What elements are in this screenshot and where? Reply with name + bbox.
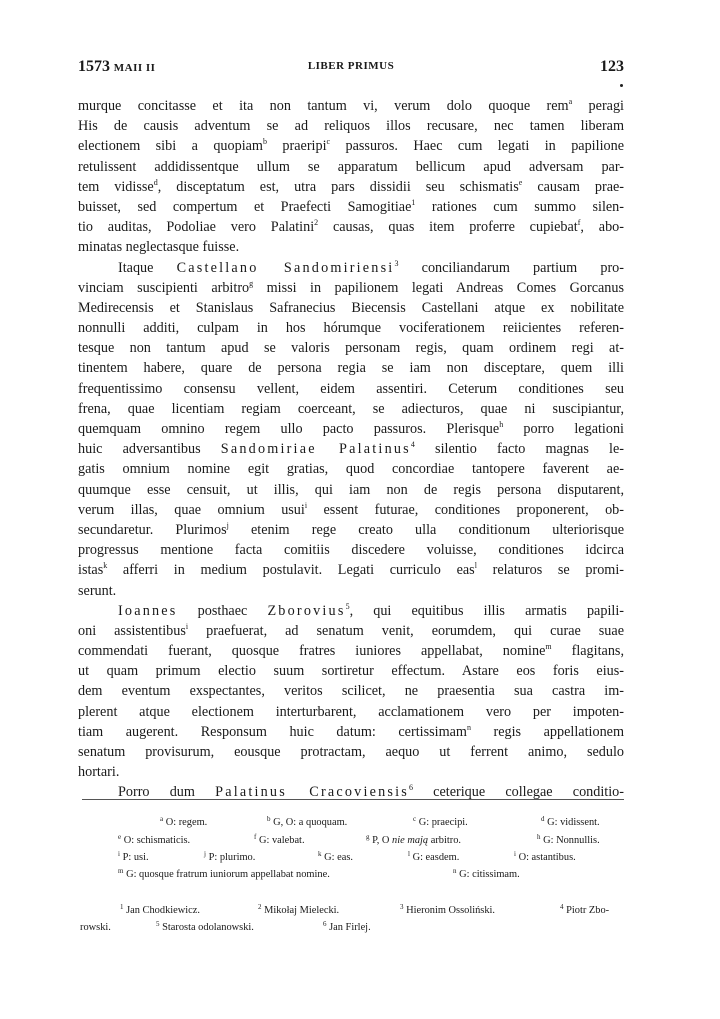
variant-note: $^e$ O: schismaticis. (118, 833, 191, 846)
text-line: istas$^k$ afferri in medium postulavit. Legati curriculo eas$^l$ relaturos se promi- (78, 561, 624, 579)
header-year: 1573 (78, 58, 110, 75)
page-number: 123 (600, 58, 624, 75)
variant-note: $^j$ P: plurimo. (204, 850, 256, 863)
text-line: plerent atque electionem interturbarent, acclamationem vero per impoten- (78, 703, 624, 720)
text-line: nonnulli additi, culpam in hos hórumque vociferationem reiicientes referen- (78, 320, 624, 337)
text-line: frena, quae licentiam regiam coerceant, se adiecturos, quae ni suscipiantur, (78, 400, 624, 417)
text-line: senatum provisurum, eousque protractam, aequo ut ferrent animo, sedulo (78, 744, 624, 760)
margin-dot (620, 84, 623, 87)
header-title: LIBER PRIMUS (307, 60, 395, 72)
text-line: ut quam primum electio suum sortiretur effectum. Astare eos foris eius- (78, 663, 624, 680)
variant-note: $^c$ G: praecipi. (413, 815, 468, 828)
text-line: minatas neglectasque fuisse. (78, 239, 240, 256)
person-note: $^2$ Mikołaj Mielecki. (258, 903, 340, 916)
variant-note: $^m$ G: quosque fratrum iuniorum appellabat nomine. (118, 867, 330, 880)
text-line: vinciam suscipienti arbitro$^g$ missi in papilionem legati Andreas Comes Gorcanus (78, 278, 625, 296)
text-line: frequentissimo consensu vellent, eidem assentiri. Ceterum conditiones seu (78, 380, 624, 397)
text-line: murque concitasse et ita non tantum vi, verum dolo quoque rem$^a$ peragi (78, 97, 625, 114)
text-line: serunt. (78, 582, 117, 599)
variant-note: $^a$ O: regem. (160, 815, 208, 828)
person-note: $^1$ Jan Chodkiewicz. (120, 903, 200, 916)
text-line: buisset, sed compertum et Praefecti Samogitiae$^1$ rationes cum summo silen- (78, 197, 624, 215)
text-line: tiam augerent. Responsum huic datum: certissimam$^n$ regis appellationem (78, 722, 624, 740)
text-line: commendati fuerant, quosque fratres iuniores appellabat, nomine$^m$ flagitans, (78, 642, 624, 660)
variant-note: $^d$ G: vidissent. (541, 815, 600, 828)
variant-note: $^f$ G: valebat. (254, 833, 305, 846)
text-line: tem vidisse$^d$, disceptatum est, utra pars dissidii seu schismatis$^e$ causam prae- (78, 177, 625, 195)
variant-note: $^i$ O: astantibus. (514, 850, 576, 863)
header-day: MAII II (113, 62, 156, 74)
person-note: $^4$ Piotr Zbo- (560, 903, 610, 916)
text-line: dem eventum exspectantes, veritos scilicet, ne praesentia sua castra im- (78, 683, 624, 700)
text-line: Itaque Castellano Sandomiriensi$^3$ conciliandarum partium pro- (118, 258, 625, 276)
text-line: hortari. (78, 764, 120, 781)
variant-note: $^i$ P: usi. (118, 850, 149, 863)
text-line: tio auditas, Podoliae vero Palatini$^2$ causas, quas item proferre cupiebat$^f$, abo- (78, 218, 624, 236)
text-line: tesque non tantum apud se valoris personam regis, quam ordinem regi at- (78, 340, 624, 357)
person-note-continued: rowski. (80, 922, 111, 933)
variant-note: $^g$ P, O nie mają arbitro. (366, 833, 462, 846)
variant-note: $^k$ G: eas. (318, 850, 353, 863)
text-line: quumque esse censuit, ut illis, qui iam non de regis persona disputarent, (78, 481, 624, 498)
text-line: tinentem habere, quare de persona regia se iam non disceptare, quem illi (78, 360, 624, 377)
text-line: retulissent addidissentque ullum se apparatum bellicum apud adversam par- (78, 158, 624, 175)
text-line: secundaretur. Plurimos$^j$ etenim rege creato ulla conditionum ulteriorisque (78, 520, 625, 538)
person-note: $^5$ Starosta odolanowski. (156, 920, 254, 933)
variant-note: $^n$ G: citissimam. (453, 867, 520, 880)
text-line: oni assistentibus$^i$ praefuerat, ad senatum venit, eorumdem, qui curae suae (78, 621, 624, 639)
variant-note: $^b$ G, O: a quoquam. (267, 815, 348, 828)
text-line: progressus mentione facta comitiis discedere voluisse, conditiones idcirca (78, 542, 624, 559)
variant-note: $^l$ G: easdem. (408, 850, 460, 863)
footnote-rule (82, 799, 624, 800)
text-line: verum illas, quae omnium usui$^i$ essent futurae, conditiones proponerent, ob- (78, 500, 624, 518)
text-line: huic adversantibus Sandomiriae Palatinus$^4$ silentio facto magnas le- (78, 440, 624, 458)
text-line: Ioannes posthaec Zborovius$^5$, qui equitibus illis armatis papili- (118, 601, 624, 619)
person-note: $^3$ Hieronim Ossoliński. (400, 903, 496, 916)
variant-note: $^h$ G: Nonnullis. (537, 833, 600, 846)
text-line: His de causis adventum se ad reliquos illos recusare, nec tamen liberam (78, 118, 624, 135)
text-line: gatis omnium nomine egit gratias, quod concordiae tantopere faverent ae- (78, 461, 624, 478)
main-text (78, 96, 624, 803)
running-header (78, 58, 624, 80)
text-line: Porro dum Palatinus Cracoviensis$^6$ ceterique collegae conditio- (118, 783, 624, 801)
text-line: quemquam omnino regem ullo pacto passuros. Plerisque$^h$ porro legationi (78, 420, 625, 437)
text-line: Medirecensis et Stanislaus Safranecius Biecensis Castellani atque ex nobilitate (78, 299, 624, 316)
person-note: $^6$ Jan Firlej. (323, 920, 371, 933)
text-line: electionem sibi a quopiam$^b$ praeripi$^c$ passuros. Haec cum legati in papilione (78, 137, 624, 155)
